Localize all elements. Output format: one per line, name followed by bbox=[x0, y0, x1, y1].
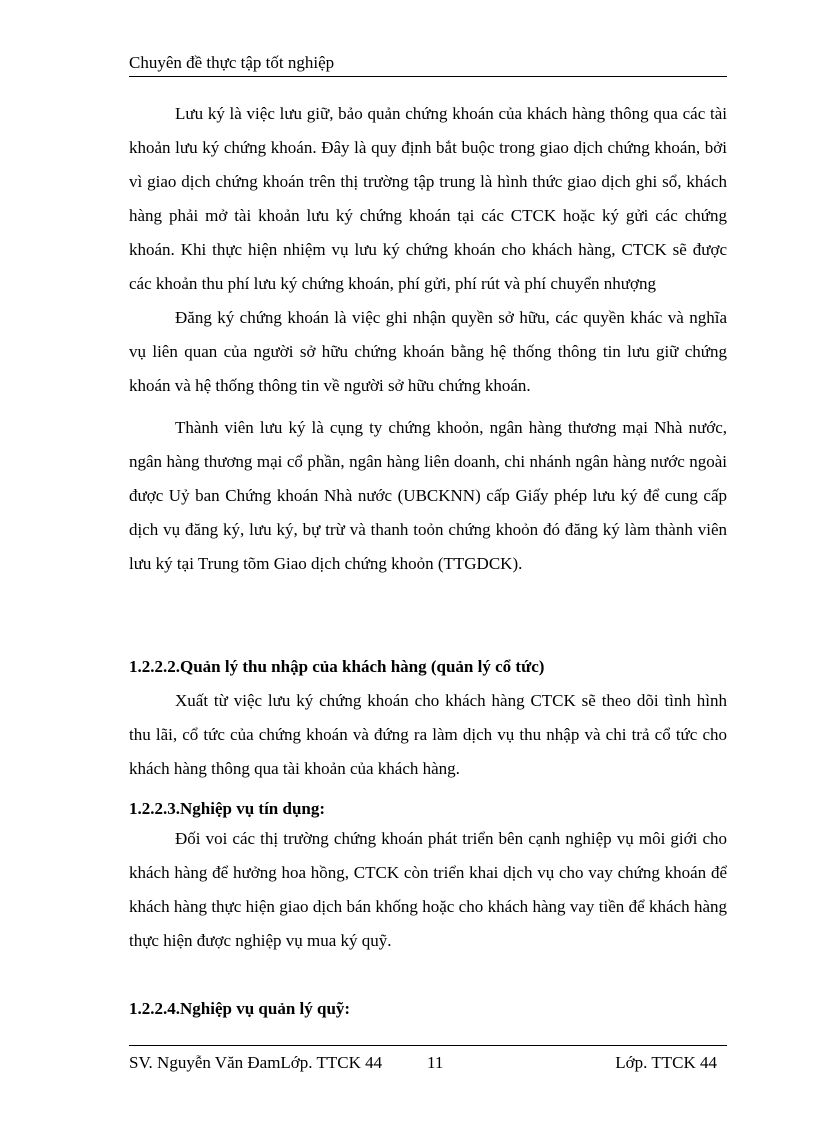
page-number: 11 bbox=[427, 1053, 444, 1072]
heading-tin-dung: 1.2.2.3.Nghiệp vụ tín dụng: bbox=[129, 799, 326, 818]
paragraph-cho-vay: Đối voi các thị trường chứng khoán phát triển bên cạnh nghiệp vụ môi giới cho khách hàng để hưởng hoa hồng, CTCK còn triển khai dịch vụ cho vay chứng khoán để khách hàng thực hiện giao dịch bán khống hoặc cho khách hàng vay tiền để khách hàng thực hiện được nghiệp vụ mua ký quỹ. bbox=[129, 829, 727, 950]
footer-class: Lớp. TTCK 44 bbox=[615, 1053, 717, 1072]
header-title: Chuyên đề thực tập tốt nghiệp bbox=[129, 53, 335, 72]
paragraph-dang-ky: Đăng ký chứng khoán là việc ghi nhận quyền sở hữu, các quyền khác và nghĩa vụ liên quan của người sở hữu chứng khoán bằng hệ thống thông tin lưu giữ chứng khoán và hệ thống thông tin về người sở hữu chứng khoán. bbox=[129, 308, 727, 395]
body-section-2 bbox=[129, 684, 727, 786]
heading-quan-ly-thu-nhap: 1.2.2.2.Quản lý thu nhập của khách hàng (quản lý cổ tức) bbox=[129, 657, 545, 676]
paragraph-luu-ky: Lưu ký là việc lưu giữ, bảo quản chứng khoán của khách hàng thông qua các tài khoản lưu ký chứng khoán. Đây là quy định bắt buộc trong giao dịch chứng khoán, bởi vì giao dịch chứng khoán trên thị trường tập trung là hình thức giao dịch ghi sổ, khách hàng phải mở tài khoản lưu ký chứng khoán tại các CTCK hoặc ký gửi các chứng khoán. Khi thực hiện nhiệm vụ lưu ký chứng khoán cho khách hàng, CTCK sẽ được các khoản thu phí lưu ký chứng khoán, phí gửi, phí rút và phí chuyển nhượng bbox=[129, 104, 727, 293]
paragraph-thanh-vien: Thành viên lưu ký là cụng ty chứng khoỏn, ngân hàng thương mại Nhà nước, ngân hàng thương mại cổ phần, ngân hàng liên doanh, chi nhánh ngân hàng nước ngoài được Uỷ ban Chứng khoán Nhà nước (UBCKNN) cấp Giấy phép lưu ký để cung cấp dịch vụ đăng ký, lưu ký, bự trừ và thanh toỏn chứng khoỏn đó đăng ký làm thành viên lưu ký tại Trung tõm Giao dịch chứng khoỏn (TTGDCK). bbox=[129, 418, 727, 573]
paragraph-co-tuc: Xuất từ việc lưu ký chứng khoán cho khách hàng CTCK sẽ theo dõi tình hình thu lãi, cổ tức của chứng khoán và đứng ra làm dịch vụ thu nhập và chi trả cổ tức cho khách hàng thông qua tài khoản của khách hàng. bbox=[129, 691, 727, 778]
body-section-3 bbox=[129, 822, 727, 958]
page-header bbox=[129, 50, 727, 77]
heading-quan-ly-quy: 1.2.2.4.Nghiệp vụ quản lý quỹ: bbox=[129, 999, 351, 1018]
body-section-1 bbox=[129, 97, 727, 581]
page-footer bbox=[129, 1045, 727, 1076]
footer-author: SV. Nguyễn Văn ĐamLớp. TTCK 44 bbox=[129, 1053, 383, 1072]
